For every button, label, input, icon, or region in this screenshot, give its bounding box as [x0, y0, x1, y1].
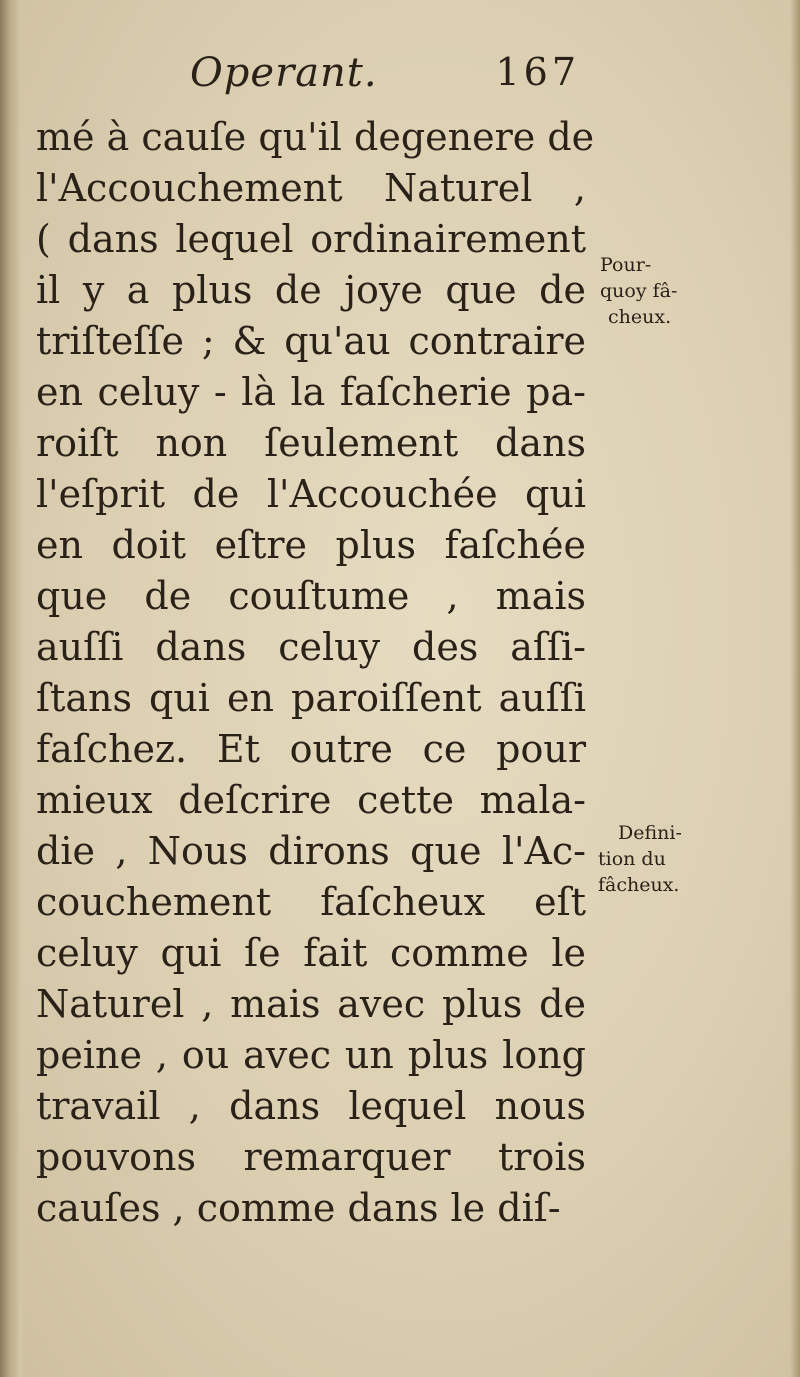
text-line: roiſt non ſeulement dans [36, 421, 586, 465]
text-line: que de couſtume , mais [36, 574, 586, 618]
text-line: mieux deſcrire cette mala- [36, 778, 586, 822]
text-line: cauſes , comme dans le diſ- [36, 1186, 561, 1230]
margin-note-definition [598, 820, 682, 898]
text-line: travail , dans lequel nous [36, 1084, 586, 1128]
text-line: l'Accouchement Naturel , [36, 166, 586, 210]
body-text [36, 112, 595, 1234]
page-edge [790, 0, 800, 1377]
text-line: faſchez. Et outre ce pour [36, 727, 586, 771]
text-line: couchement faſcheux eſt [36, 880, 586, 924]
text-line: ſtans qui en paroiſſent auſſi [36, 676, 586, 720]
margin-note-pourquoy [600, 252, 677, 330]
text-line: mé à cauſe qu'il degenere de [36, 115, 595, 159]
margin-note-line: fâcheux. [598, 874, 680, 896]
text-line: en celuy - là la faſcherie pa- [36, 370, 586, 414]
text-line: triſteſſe ; & qu'au contraire [36, 319, 586, 363]
text-line: il y a plus de joye que de [36, 268, 586, 312]
margin-note-line: tion du [598, 848, 666, 870]
margin-note-line: cheux. [608, 306, 672, 328]
text-line: peine , ou avec un plus long [36, 1033, 586, 1077]
text-line: ( dans lequel ordinairement [36, 217, 586, 261]
margin-note-line: Defini- [618, 822, 682, 844]
text-line: l'eſprit de l'Accouchée qui [36, 472, 586, 516]
margin-note-line: quoy fâ- [600, 280, 678, 302]
page-gutter [0, 0, 22, 1377]
text-line: celuy qui ſe fait comme le [36, 931, 586, 975]
page-header [190, 50, 590, 110]
margin-note-line: Pour- [600, 254, 652, 276]
text-line: Naturel , mais avec plus de [36, 982, 586, 1026]
text-line: die , Nous dirons que l'Ac- [36, 829, 586, 873]
text-line: auſſi dans celuy des aſſi- [36, 625, 586, 669]
text-line: en doit eſtre plus faſchée [36, 523, 586, 567]
text-line: pouvons remarquer trois [36, 1135, 586, 1179]
page-number: 167 [495, 50, 580, 94]
running-title: Operant. [190, 50, 378, 96]
